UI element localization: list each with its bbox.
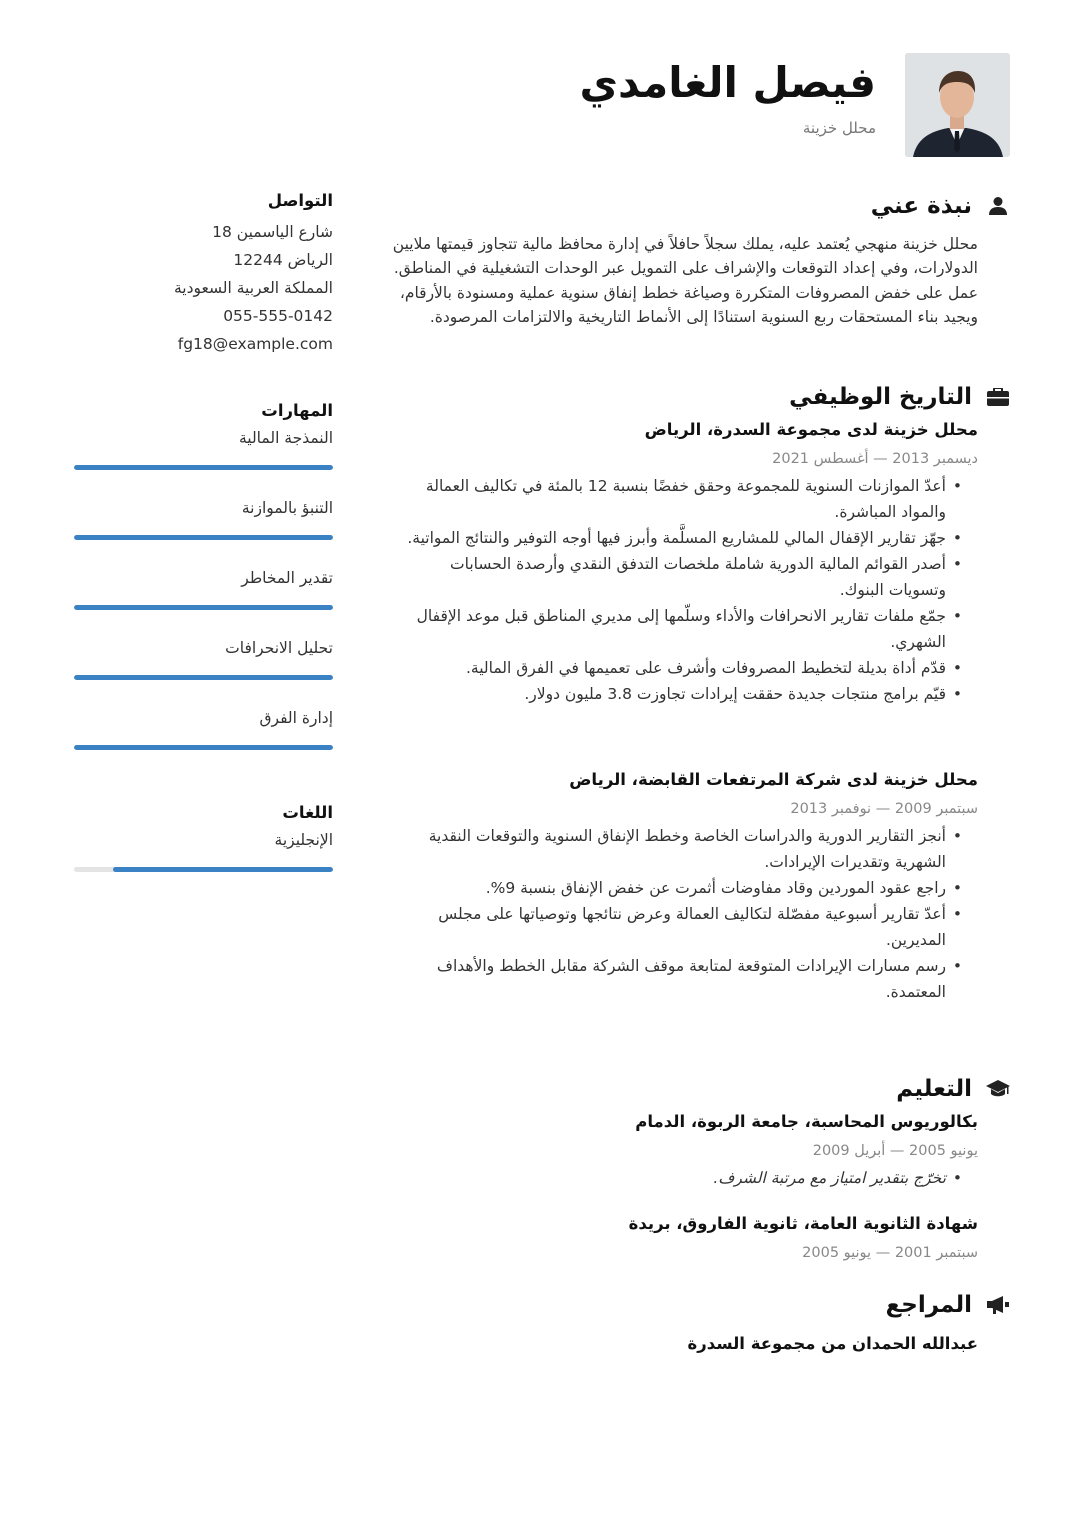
job-entry-title: محلل خزينة لدى مجموعة السدرة، الرياض xyxy=(644,420,978,440)
job-entry xyxy=(390,767,978,1005)
user-icon xyxy=(986,194,1010,218)
job-bullet: • أعدّ تقارير أسبوعية مفصّلة لتكاليف العمالة وعرض نتائجها وتوصياتها على مجلس المديرين. xyxy=(390,901,978,953)
education-bullet-list xyxy=(390,1165,978,1191)
languages-list xyxy=(74,828,333,872)
experience-heading: التاريخ الوظيفي xyxy=(789,384,972,411)
job-bullet: • رسم مسارات الإيرادات المتوقعة لمتابعة موقف الشركة مقابل الخطط والأهداف المعتمدة. xyxy=(390,953,978,1005)
skill-level-fill xyxy=(113,867,333,872)
reference-entry: عبدالله الحمدان من مجموعة السدرة xyxy=(687,1334,978,1354)
contact-heading: التواصل xyxy=(267,191,333,210)
skill-name: تقدير المخاطر xyxy=(241,569,333,587)
skill-name: الإنجليزية xyxy=(274,831,333,849)
contact-country: المملكة العربية السعودية xyxy=(173,279,333,297)
contact-street: شارع الياسمين 18 xyxy=(212,223,333,241)
job-bullet: • أعدّ الموازنات السنوية للمجموعة وحقق خفضًا بنسبة 12 بالمئة في تكاليف العمالة والمواد المباشرة. xyxy=(390,473,978,525)
skill-level-fill xyxy=(74,745,333,750)
skill-level-bar xyxy=(74,745,333,750)
about-heading-row xyxy=(390,186,1010,226)
skills-heading: المهارات xyxy=(261,401,333,420)
contact-email: fg18@example.com xyxy=(177,335,333,353)
education-entry xyxy=(390,1211,978,1263)
job-bullet-list xyxy=(390,823,978,1005)
skill-level-bar xyxy=(74,605,333,610)
sidebar xyxy=(74,186,333,872)
profile-photo-illustration xyxy=(905,53,1010,157)
job-title: محلل خزينة xyxy=(802,119,876,137)
job-bullet: • أنجز التقارير الدورية والدراسات الخاصة وخطط الإنفاق السنوية والتوقعات النقدية الشهرية وتقديرات الإيرادات. xyxy=(390,823,978,875)
skill-level-bar xyxy=(74,535,333,540)
skill-level-fill xyxy=(74,605,333,610)
languages-heading: اللغات xyxy=(282,803,333,822)
skill-name: التنبؤ بالموازنة xyxy=(241,499,333,517)
job-bullet: • أصدر القوائم المالية الدورية شاملة ملخصات التدفق النقدي وأرصدة الحسابات وتسويات البنوك. xyxy=(390,551,978,603)
contact-section xyxy=(74,186,333,358)
job-bullet: • راجع عقود الموردين وقاد مفاوضات أثمرت عن خفض الإنفاق بنسبة 9%. xyxy=(390,875,978,901)
references-section xyxy=(390,1285,1010,1357)
languages-section xyxy=(74,798,333,872)
job-bullet: • قيّم برامج منتجات جديدة حققت إيرادات تجاوزت 3.8 مليون دولار. xyxy=(390,681,978,707)
skill-name: النمذجة المالية xyxy=(238,429,333,447)
skill-name: إدارة الفرق xyxy=(259,709,333,727)
about-heading: نبذة عني xyxy=(870,193,972,219)
education-entry xyxy=(390,1109,978,1191)
profile-photo xyxy=(905,53,1010,157)
references-heading: المراجع xyxy=(885,1292,972,1319)
job-bullet-list xyxy=(390,473,978,707)
education-entry-dates: سبتمبر 2001 — يونيو 2005 xyxy=(802,1245,978,1262)
education-entry-dates: يونيو 2005 — أبريل 2009 xyxy=(812,1143,978,1160)
briefcase-icon xyxy=(986,385,1010,409)
main-column xyxy=(390,186,1010,1357)
candidate-name: فيصل الغامدي xyxy=(579,58,876,107)
experience-section xyxy=(390,377,1010,1005)
contact-phone: 055-555-0142 xyxy=(223,307,333,325)
experience-heading-row xyxy=(390,377,1010,417)
job-entry-dates: ديسمبر 2013 — أغسطس 2021 xyxy=(772,451,978,468)
megaphone-icon xyxy=(986,1293,1010,1317)
skill-name: تحليل الانحرافات xyxy=(225,639,333,657)
education-note: • تخرّج بتقدير امتياز مع مرتبة الشرف. xyxy=(390,1165,978,1191)
graduation-cap-icon xyxy=(986,1077,1010,1101)
about-section xyxy=(390,186,1010,329)
job-bullet: • قدّم أداة بديلة لتخطيط المصروفات وأشرف على تعميمها في الفرق المالية. xyxy=(390,655,978,681)
skills-section xyxy=(74,396,333,750)
job-entry xyxy=(390,417,978,707)
education-heading-row xyxy=(390,1069,1010,1109)
skill-level-bar xyxy=(74,675,333,680)
education-section xyxy=(390,1069,1010,1263)
contact-city: الرياض 12244 xyxy=(233,251,333,269)
job-entry-title: محلل خزينة لدى شركة المرتفعات القابضة، الرياض xyxy=(569,770,978,790)
references-heading-row xyxy=(390,1285,1010,1325)
job-bullet: • جهّز تقارير الإقفال المالي للمشاريع المسلَّمة وأبرز فيها أوجه التوفير والنتائج المواتية. xyxy=(390,525,978,551)
skill-level-fill xyxy=(74,465,333,470)
skill-level-fill xyxy=(74,535,333,540)
education-entry-title: بكالوريوس المحاسبة، جامعة الربوة، الدمام xyxy=(635,1112,978,1132)
skills-list xyxy=(74,426,333,750)
education-heading: التعليم xyxy=(896,1076,972,1103)
skill-level-fill xyxy=(74,675,333,680)
education-entry-title: شهادة الثانوية العامة، ثانوية الفاروق، بريدة xyxy=(628,1214,978,1234)
about-text: محلل خزينة منهجي يُعتمد عليه، يملك سجلاً حافلاً في إدارة محافظ مالية تتجاوز قيمتها ملايين الدولارات، وفي إعداد التوقعات والإشراف على التمويل عبر الوحدات التشغيلية في المناطق. عمل على خفض المصروفات المتكررة وصياغة خطط إنفاق سنوية عملية ومسنودة بالأرقام، ويجيد بناء المستحقات ربع السنوية استنادًا إلى الأنماط التاريخية والالتزامات المرصودة. xyxy=(392,235,978,326)
skill-level-bar xyxy=(74,465,333,470)
job-bullet: • جمّع ملفات تقارير الانحرافات والأداء وسلّمها إلى مديري المناطق قبل موعد الإقفال الشهري. xyxy=(390,603,978,655)
job-entry-dates: سبتمبر 2009 — نوفمبر 2013 xyxy=(790,801,978,818)
skill-level-bar xyxy=(74,867,333,872)
